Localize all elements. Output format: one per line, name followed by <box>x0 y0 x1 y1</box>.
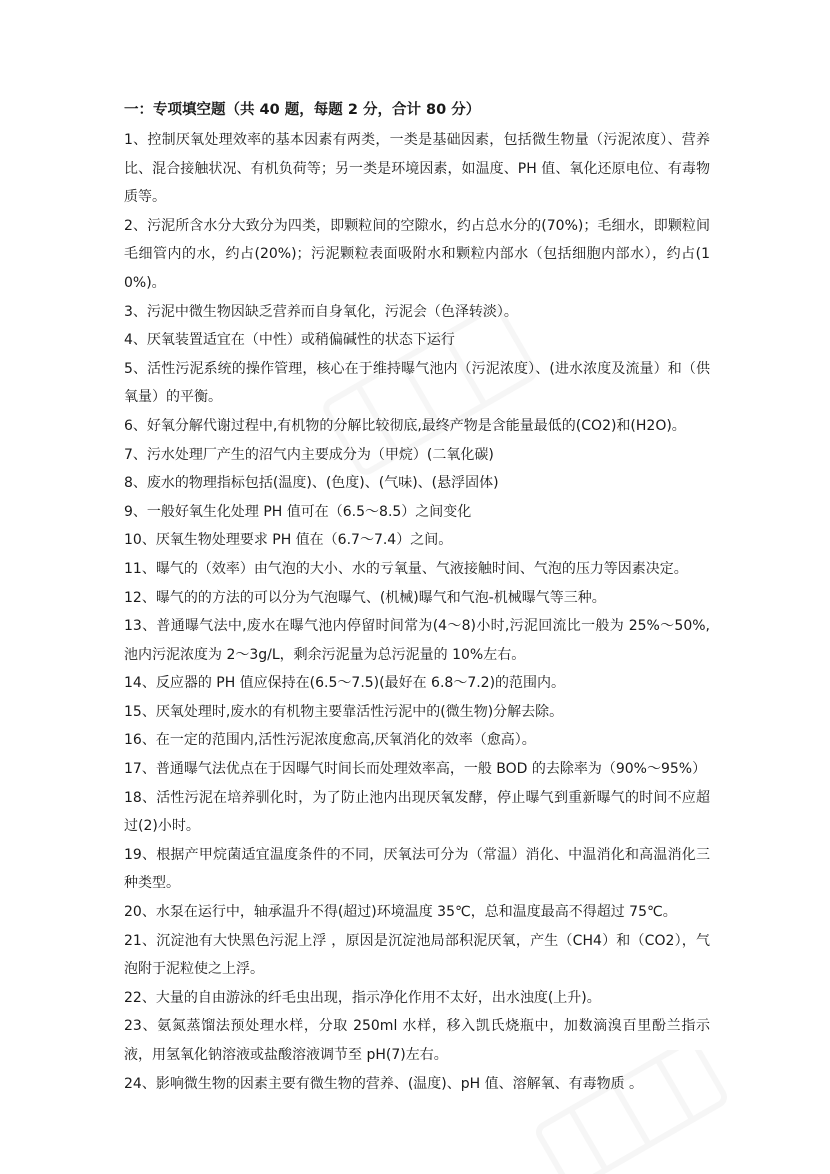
question-item: 10、厌氧生物处理要求 PH 值在（6.7～7.4）之间。 <box>124 532 453 549</box>
document-body <box>124 99 710 1098</box>
question-item: 2、污泥所含水分大致分为四类，即颗粒间的空隙水，约占总水分的(70%)；毛细水，即颗粒间毛细管内的水，约占(20%)；污泥颗粒表面吸附水和颗粒内部水（包括细胞内部水），约占(10%)。 <box>124 217 710 291</box>
question-item: 15、厌氧处理时,废水的有机物主要靠活性污泥中的(微生物)分解去除。 <box>124 703 564 720</box>
question-item: 16、在一定的范围内,活性污泥浓度愈高,厌氧消化的效率（愈高）。 <box>124 732 536 749</box>
question-item: 24、影响微生物的因素主要有微生物的营养、(温度)、pH 值、溶解氧、有毒物质 。 <box>124 1075 644 1092</box>
question-item: 4、厌氧装置适宜在（中性）或稍偏碱性的状态下运行 <box>124 332 455 349</box>
question-item: 18、活性污泥在培养驯化时，为了防止池内出现厌氧发酵，停止曝气到重新曝气的时间不应超过(2)小时。 <box>124 789 710 835</box>
question-item: 13、普通曝气法中,废水在曝气池内停留时间常为(4～8)小时,污泥回流比一般为 25%～50%,池内污泥浓度为 2～3g/L，剩余污泥量为总污泥量的 10%左右。 <box>124 618 710 663</box>
section-heading: 一：专项填空题（共 40 题，每题 2 分，合计 80 分） <box>124 102 481 118</box>
question-item: 20、水泵在运行中，轴承温升不得(超过)环境温度 35℃，总和温度最高不得超过 75℃。 <box>124 904 677 921</box>
question-item: 6、好氧分解代谢过程中,有机物的分解比较彻底,最终产物是含能量最低的(CO2)和(H2O)。 <box>124 417 686 434</box>
question-item: 8、废水的物理指标包括(温度)、(色度)、(气味)、(悬浮固体) <box>124 475 499 492</box>
question-item: 21、沉淀池有大快黑色污泥上浮 ，原因是沉淀池局部积泥厌氧，产生（CH4）和（CO2），气泡附于泥粒使之上浮。 <box>124 932 710 978</box>
question-item: 9、一般好氧生化处理 PH 值可在（6.5～8.5）之间变化 <box>124 503 472 520</box>
question-item: 19、根据产甲烷菌适宜温度条件的不同，厌氧法可分为（常温）消化、中温消化和高温消化三种类型。 <box>124 846 710 892</box>
question-item: 12、曝气的的方法的可以分为气泡曝气、(机械)曝气和气泡-机械曝气等三种。 <box>124 589 606 606</box>
question-item: 5、活性污泥系统的操作管理，核心在于维持曝气池内（污泥浓度）、(进水浓度及流量）和（供氧量）的平衡。 <box>124 360 710 406</box>
question-item: 23、氨氮蒸馏法预处理水样，分取 250ml 水样，移入凯氏烧瓶中，加数滴溴百里酚兰指示液，用氢氧化钠溶液或盐酸溶液调节至 pH(7)左右。 <box>124 1018 710 1063</box>
question-item: 3、污泥中微生物因缺乏营养而自身氧化，污泥会（色泽转淡）。 <box>124 303 518 320</box>
question-list <box>124 126 710 1098</box>
question-item: 11、曝气的（效率）由气泡的大小、水的亏氧量、气液接触时间、气泡的压力等因素决定。 <box>124 560 688 577</box>
question-item: 22、大量的自由游泳的纤毛虫出现，指示净化作用不太好，出水浊度(上升)。 <box>124 989 601 1006</box>
question-item: 7、污水处理厂产生的沼气内主要成分为（甲烷）(二氧化碳) <box>124 446 494 463</box>
question-item: 1、控制厌氧处理效率的基本因素有两类，一类是基础因素，包括微生物量（污泥浓度）、营养比、混合接触状况、有机负荷等；另一类是环境因素，如温度、PH 值、氧化还原电位、有毒物质等。 <box>124 132 710 206</box>
question-item: 14、反应器的 PH 值应保持在(6.5～7.5)(最好在 6.8～7.2)的范围内。 <box>124 675 566 692</box>
question-item: 17、普通曝气法优点在于因曝气时间长而处理效率高，一般 BOD 的去除率为（90%～95%） <box>124 761 707 778</box>
